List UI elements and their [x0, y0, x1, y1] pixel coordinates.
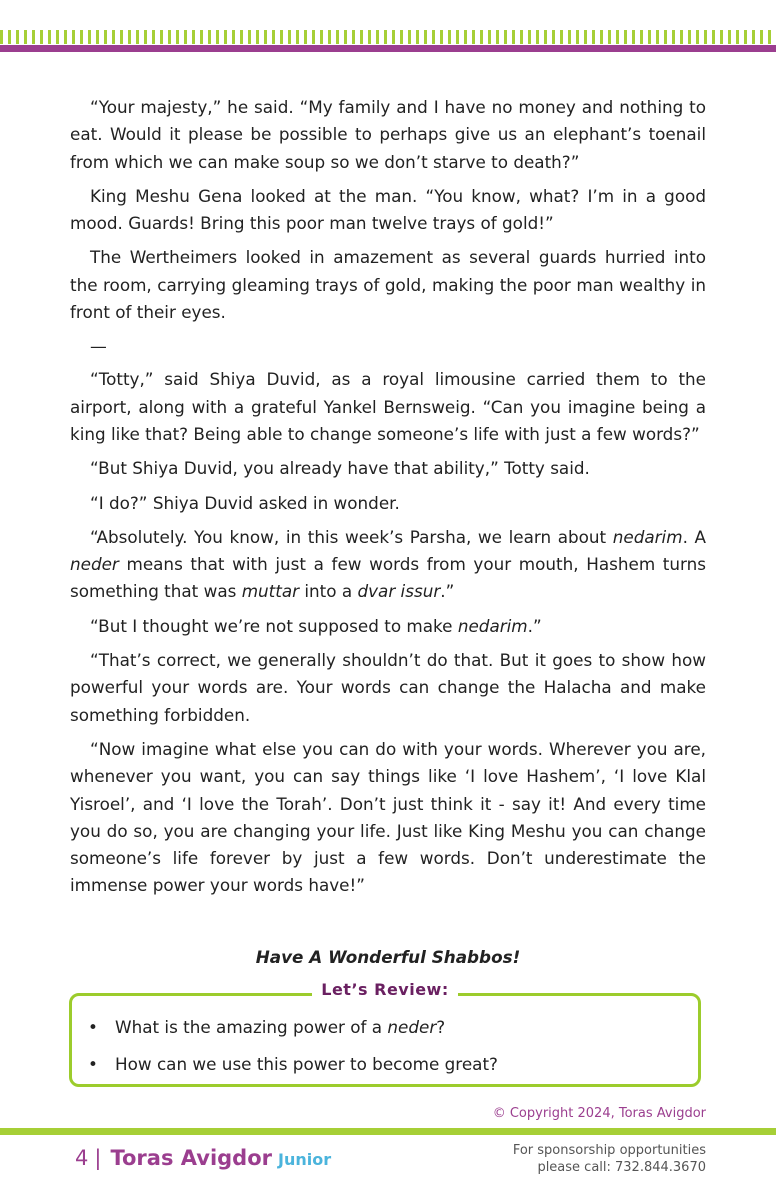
section-separator: — [90, 336, 107, 357]
italic-term: nedarim [457, 615, 528, 636]
header-rule [0, 45, 776, 52]
review-question [88, 1053, 498, 1075]
story-text [70, 94, 706, 907]
story-paragraph: The Wertheimers looked in amazement as several guards hurried into the room, carrying gleaming trays of gold, making the poor man wealthy in front of their eyes. [70, 247, 706, 323]
bullet-icon: • [88, 1054, 98, 1074]
italic-term: neder [70, 554, 119, 575]
text-run: . A [682, 526, 706, 547]
review-box [69, 980, 701, 1087]
story-paragraph: “Your majesty,” he said. “My family and I have no money and nothing to eat. Would it please be possible to perhaps give us an elephant’s toenail from which we can make soup so we don’t starve to death?” [70, 97, 706, 172]
italic-term: dvar issur [357, 581, 441, 602]
sponsorship-line: For sponsorship opportunities [512, 1143, 706, 1158]
copyright-notice: © Copyright 2024, Toras Avigdor [492, 1106, 706, 1121]
header-tick-border [0, 30, 776, 44]
italic-term: muttar [241, 581, 300, 602]
bullet-icon: • [88, 1017, 98, 1037]
text-run: ? [436, 1017, 446, 1037]
footer-divider: | [94, 1146, 102, 1170]
text-run: “But I thought we’re not supposed to make [90, 615, 458, 636]
review-title [72, 980, 698, 999]
text-run: What is the amazing power of a [115, 1017, 388, 1037]
story-paragraph: “Totty,” said Shiya Duvid, as a royal limousine carried them to the airport, along with a grateful Yankel Bernsweig. “Can you imagine being a king like that? Being able to change someone’s life with just a few words?” [70, 369, 706, 444]
text-run: means that with just a few words from your mouth, Hashem turns something that was [70, 554, 706, 602]
story-paragraph: King Meshu Gena looked at the man. “You know, what? I’m in a good mood. Guards! Bring this poor man twelve trays of gold!” [70, 185, 706, 234]
brand-sub-text: Junior [278, 1150, 332, 1169]
brand-logo-text: Toras Avigdor [110, 1146, 272, 1170]
footer-brand [75, 1146, 331, 1170]
story-paragraph [70, 524, 706, 606]
story-paragraph: “That’s correct, we generally shouldn’t do that. But it goes to show how powerful your words are. Your words can change the Halacha and make something forbidden. [70, 650, 706, 725]
footer-rule [0, 1128, 776, 1135]
page-number: 4 [75, 1146, 89, 1170]
story-paragraph: “I do?” Shiya Duvid asked in wonder. [90, 492, 400, 513]
text-run: into a [299, 581, 358, 602]
story-paragraph: “But Shiya Duvid, you already have that ability,” Totty said. [90, 458, 590, 479]
story-paragraph [70, 613, 706, 640]
sponsorship-phone: please call: 732.844.3670 [537, 1160, 706, 1175]
story-paragraph: “Now imagine what else you can do with your words. Wherever you are, whenever you want, you can say things like ‘I love Hashem’, ‘I love Klal Yisroel’, and ‘I love the Torah’. Don’t just think it - say it! And every time you do so, you are changing your life. Just like King Meshu you can change someone’s life forever by just a few words. Don’t underestimate the immense power your words have!” [70, 738, 706, 896]
text-run: How can we use this power to become great? [115, 1054, 498, 1074]
text-run: .” [527, 615, 542, 636]
review-question [88, 1016, 498, 1038]
italic-term: neder [387, 1017, 437, 1037]
text-run: “Absolutely. You know, in this week’s Parsha, we learn about [90, 526, 613, 547]
sponsorship-info [513, 1142, 706, 1176]
italic-term: nedarim [612, 526, 683, 547]
closing-line: Have A Wonderful Shabbos! [255, 947, 521, 967]
review-title-text: Let’s Review: [312, 980, 457, 999]
review-list [88, 1016, 498, 1090]
text-run: .” [440, 581, 455, 602]
